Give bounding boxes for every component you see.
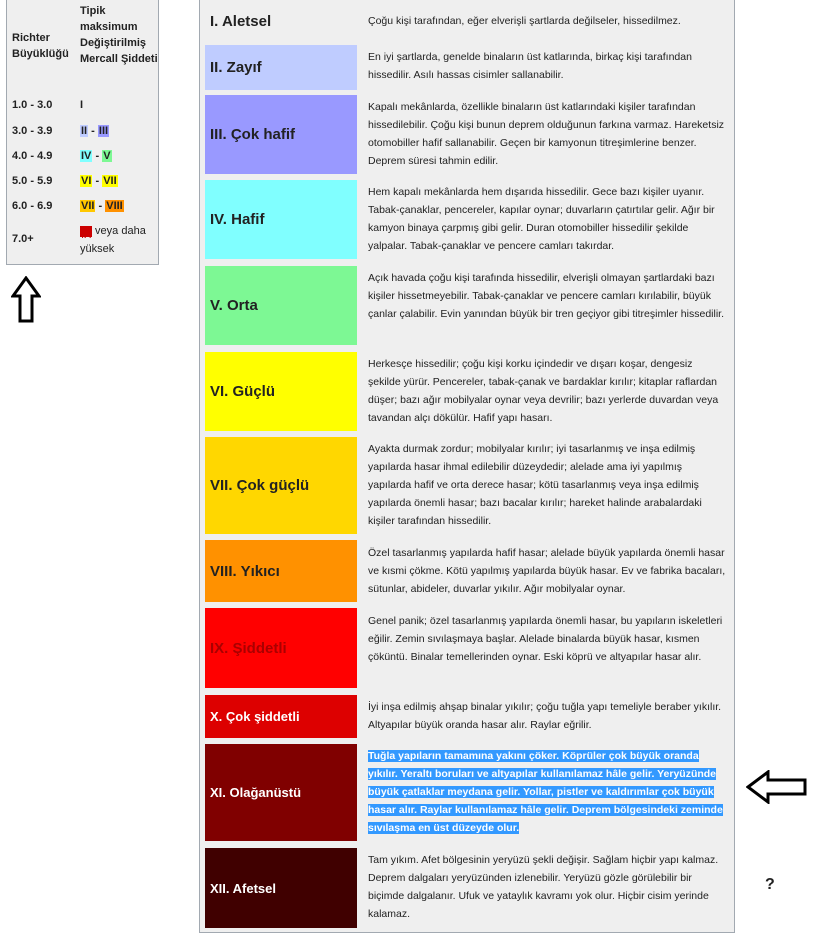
header-mercalli-intensity: Tipik maksimum Değiştirilmiş Mercall Şiddeti [80, 5, 158, 65]
intensity-swatch: VII [81, 200, 95, 212]
selected-text[interactable]: Tuğla yapıların tamamına yakını çöker. Köprüler çok büyük oranda yıkılır. Yeraltı boruları ve altyapılar kullanılamaz hâle gelir. Yeryüzünde büyük çatlaklar meydana gelir. Yollar, pistler ve kaldırımlar çok büyük hasar alır. Raylar kullanılamaz hâle gelir. Deprem bölgesindeki zeminde sıvılaşma en üst düzeyde olur. [368, 750, 723, 834]
level-description: İyi inşa edilmiş ahşap binalar yıkılır; çoğu tuğla yapı temeliyle beraber yıkılır. Altyapılar büyük oranda hasar alır. Raylar eğrilir. [368, 701, 722, 731]
range-separator: - [92, 175, 103, 187]
level-cell [205, 608, 357, 688]
level-label: II. Zayıf [210, 59, 262, 76]
mercalli-table [199, 0, 735, 933]
level-cell [205, 848, 357, 928]
magnitude-cell: 1.0 - 3.0 [12, 99, 53, 111]
level-description-selected[interactable] [368, 747, 728, 837]
magnitude-cell: 4.0 - 4.9 [12, 150, 53, 162]
intensity-swatch: III [98, 125, 109, 137]
intensity-swatch: V [103, 150, 111, 162]
level-label: III. Çok hafif [210, 126, 296, 143]
level-cell [205, 45, 357, 90]
level-cell [205, 695, 357, 738]
level-label: IX. Şiddetli [210, 639, 287, 657]
level-description: Tam yıkım. Afet bölgesinin yeryüzü şekli değişir. Sağlam hiçbir yapı kalmaz. Deprem dalgaları yeryüzünden izlenebilir. Yeryüzü gözle görülebilir bir biçimde dalgalanır. Ufuk ve yataylık kavramı yok olur. Hiçbir cisim yerinde kalamaz. [368, 854, 719, 920]
intensity-swatch: IV [81, 150, 92, 162]
magnitude-cell: 3.0 - 3.9 [12, 125, 53, 137]
level-description: Çoğu kişi tarafından, eğer elverişli şartlarda değilseler, hissedilmez. [368, 15, 681, 27]
level-description: En iyi şartlarda, genelde binaların üst katlarında, birkaç kişi tarafından hissedilir. Asılı hassas cisimler sallanabilir. [368, 51, 692, 81]
level-cell [205, 95, 357, 174]
level-cell [205, 266, 357, 345]
richter-table [6, 0, 159, 265]
intensity-cell [80, 222, 146, 258]
level-label: VI. Güçlü [210, 383, 276, 400]
level-label: I. Aletsel [210, 12, 272, 30]
level-label: X. Çok şiddetli [210, 709, 300, 724]
level-cell [205, 4, 357, 38]
intensity-cell [80, 197, 124, 215]
question-mark: ? [765, 876, 775, 893]
intensity-cell [80, 122, 109, 140]
level-cell [205, 352, 357, 431]
level-label: IV. Hafif [210, 211, 265, 228]
level-label: XI. Olağanüstü [210, 785, 302, 800]
level-label: XII. Afetsel [210, 880, 276, 896]
level-label: VII. Çok güçlü [210, 477, 310, 494]
intensity-cell [80, 172, 118, 190]
magnitude-cell: 6.0 - 6.9 [12, 200, 53, 212]
header-richter-magnitude: Richter Büyüklüğü [12, 32, 69, 60]
level-description: Genel panik; özel tasarlanmış yapılarda önemli hasar, bu yapıların iskeletleri eğilir. Zemin sıvılaşmaya başlar. Alelade binalarda büyük hasar, kısmen çöküntü. Binalar temellerinden oynar. Eski köprü ve altyapılar hasar alır. [368, 615, 723, 663]
level-cell [205, 180, 357, 259]
magnitude-cell: 5.0 - 5.9 [12, 175, 53, 187]
level-description: Ayakta durmak zordur; mobilyalar kırılır; iyi tasarlanmış ve inşa edilmiş yapılarda hasar ihmal edilebilir düzeydedir; alelade ama iyi yapılmış yapılarda hafif ve orta derece hasar; kötü tasarlanmış veya inşa edilmiş yapılarda önemli hasar; bazı bacalar kırılır; hareket halinde arabalardaki kişiler tarafından hissedilir. [368, 443, 702, 527]
level-description: Özel tasarlanmış yapılarda hafif hasar; alelade büyük yapılarda önemli hasar ve kısmi çökme. Kötü yapılmış yapılarda büyük hasar. Ev ve fabrika bacaları, sütunlar, abideler, duvarlar yıkılır. Ağır mobilyalar oynar. [368, 547, 726, 595]
intensity-swatch: VIII [106, 200, 123, 212]
level-cell [205, 744, 357, 841]
intensity-extra: veya daha [92, 225, 146, 237]
intensity-swatch: VII [103, 175, 117, 187]
intensity-cell [80, 96, 83, 114]
level-description: Hem kapalı mekânlarda hem dışarıda hissedilir. Gece bazı kişiler uyanır. Tabak-çanaklar, pencereler, kapılar oynar; duvarların çatırtılar gelir. Ağır bir kamyon binaya çarpmış gibi gelir. Duran otomobiller hissedilir şekilde yalpalar. Tabak-çanaklar ve pencere camları takırdar. [368, 186, 715, 252]
level-description: Kapalı mekânlarda, özellikle binaların üst katlarındaki kişiler tarafından hissedilebilir. Çoğu kişi bunun deprem olduğunun farkına varmaz. Hareketsiz otomobiller hafif sallanabilir. Geçen bir kamyonun titreşimlerine benzer. Deprem süresi tahmin edilir. [368, 101, 725, 167]
level-cell [205, 437, 357, 534]
level-description: Açık havada çoğu kişi tarafında hissedilir, elverişli olmayan şartlardaki bazı kişiler hissetmeyebilir. Tabak-çanaklar ve pencere camları kırılabilir, büyük çanlar çalabilir. Evin yanından büyük bir tren geçiyor gibi titreşimler hissedilir. [368, 272, 724, 320]
intensity-extra: yüksek [80, 243, 115, 255]
level-cell [205, 540, 357, 602]
level-description: Herkesçe hissedilir; çoğu kişi korku içindedir ve dışarı koşar, dengesiz şekilde yürür. Pencereler, tabak-çanak ve bardaklar kırılır; kitaplar raflardan düşer; bazı ağır mobilyalar oynar veya devrilir; bazı yerlerde duvardan veya tavandan alçı dökülür. Hafif yapı hasarı. [368, 358, 719, 424]
intensity-roman: I [80, 99, 84, 111]
magnitude-cell: 7.0+ [12, 233, 34, 245]
up-arrow-icon [11, 276, 41, 323]
level-label: V. Orta [210, 297, 258, 314]
intensity-swatch: IX [80, 226, 92, 237]
left-arrow-icon [746, 770, 808, 804]
range-separator: - [92, 150, 103, 162]
level-label: VIII. Yıkıcı [210, 562, 280, 580]
intensity-swatch: II [81, 125, 88, 137]
intensity-swatch: VI [81, 175, 92, 187]
range-separator: - [88, 125, 98, 137]
range-separator: - [95, 200, 106, 212]
intensity-cell [80, 147, 112, 165]
